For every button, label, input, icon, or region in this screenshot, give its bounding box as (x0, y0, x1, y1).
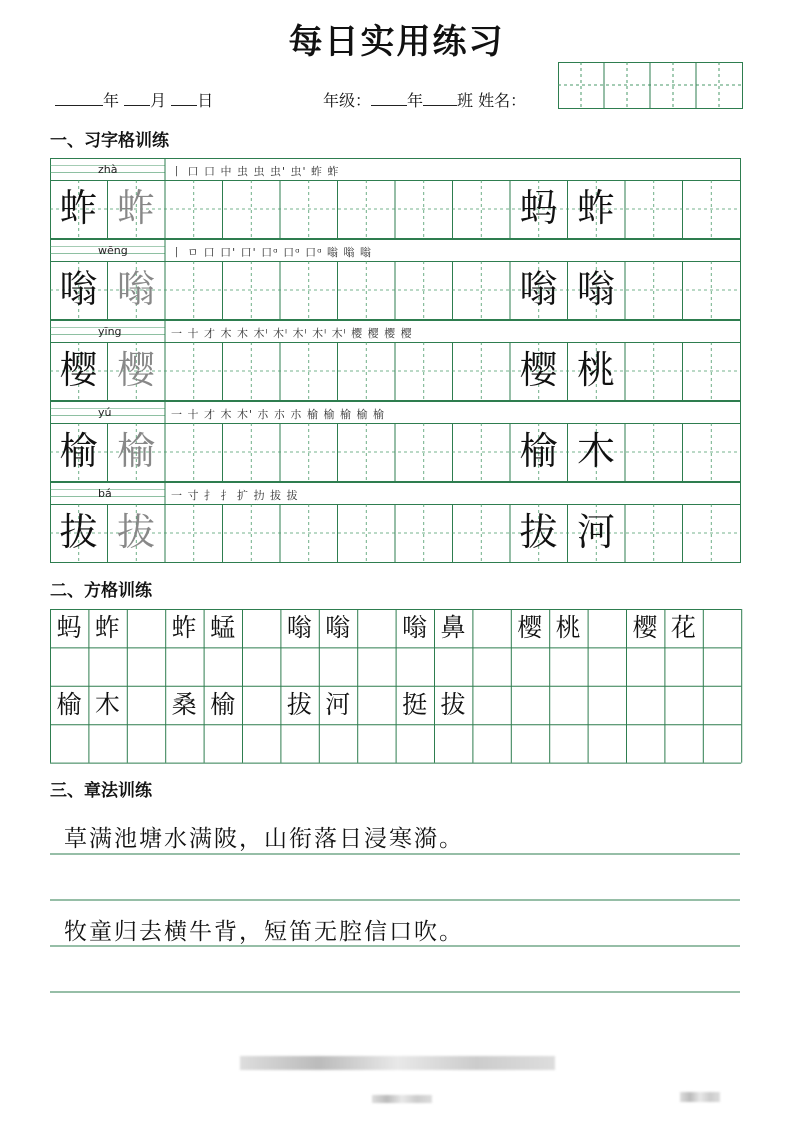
trace-character: 榆 (116, 429, 155, 473)
square-character: 樱 (517, 613, 543, 642)
footer-mark-left (372, 1095, 432, 1103)
grade-fields (323, 88, 526, 111)
word-character: 拔 (519, 510, 558, 554)
year-label: 年 (103, 91, 120, 110)
stroke-order: 一 寸 扌 扌 扩 扐 拔 拔 (171, 489, 299, 502)
square-character: 花 (670, 613, 696, 642)
poem-line-2: 牧童归去横牛背，短笛无腔信口吹。 (64, 919, 464, 945)
square-character: 蚱 (171, 613, 197, 642)
word-character: 桃 (576, 348, 615, 392)
word-character: 樱 (519, 348, 558, 392)
model-character: 拔 (59, 510, 98, 554)
square-character: 蚂 (56, 613, 82, 642)
word-character: 嗡 (576, 267, 615, 311)
square-character: 拔 (286, 689, 312, 719)
month-label: 月 (150, 91, 167, 110)
year-blank[interactable] (55, 91, 103, 106)
square-character: 榆 (56, 689, 82, 719)
square-character: 鼻 (440, 613, 466, 642)
grade-year-label: 年 (407, 91, 424, 110)
pinyin-label: bá (98, 487, 112, 500)
pinyin-label: yú (98, 406, 112, 419)
section-3-title: 三、章法训练 (50, 781, 152, 801)
square-character: 蚱 (94, 613, 120, 642)
square-character: 拔 (440, 689, 466, 719)
model-character: 蚱 (59, 186, 98, 230)
stroke-order: 一 十 才 木 木 木ᴵ 木ᴵ 木ᴵ 木ᴵ 木ᴵ 樱 樱 樱 樱 (171, 327, 413, 340)
square-character: 挺 (402, 689, 428, 719)
day-blank[interactable] (171, 91, 197, 106)
model-character: 樱 (59, 348, 98, 392)
word-character: 嗡 (519, 267, 558, 311)
word-character: 蚂 (519, 186, 558, 230)
word-character: 蚱 (576, 186, 615, 230)
day-label: 日 (197, 91, 214, 110)
trace-character: 蚱 (116, 186, 155, 230)
pinyin-label: yīng (98, 325, 122, 338)
section-1-title: 一、习字格训练 (50, 131, 169, 151)
grade-blank[interactable] (371, 91, 407, 106)
trace-character: 嗡 (116, 267, 155, 311)
square-character: 桃 (555, 613, 581, 642)
trace-character: 拔 (116, 510, 155, 554)
word-character: 木 (576, 429, 615, 473)
footer-mark-right (680, 1092, 720, 1102)
grade-label: 年级： (323, 91, 372, 110)
square-character: 樱 (632, 613, 658, 642)
stroke-order: 一 十 才 木 木' 朩 朩 朩 榆 榆 榆 榆 榆 (171, 408, 385, 421)
square-character: 嗡 (325, 613, 351, 642)
square-character: 嗡 (286, 613, 312, 642)
word-character: 榆 (519, 429, 558, 473)
page-title: 每日实用练习 (288, 22, 505, 62)
class-name-label: 班 姓名： (457, 91, 527, 110)
model-character: 榆 (59, 429, 98, 473)
stroke-order: 丨 口 口 中 虫 虫 虫' 虫' 蚱 蚱 (171, 165, 340, 178)
trace-character: 樱 (116, 348, 155, 392)
square-character: 木 (94, 689, 120, 719)
model-character: 嗡 (59, 267, 98, 311)
pinyin-label: wēng (98, 244, 128, 257)
square-character: 河 (325, 689, 351, 719)
month-blank[interactable] (124, 91, 150, 106)
square-character: 蜢 (210, 613, 236, 642)
name-grid[interactable] (558, 62, 743, 109)
square-character: 嗡 (402, 613, 428, 642)
date-fields (55, 88, 213, 111)
class-blank[interactable] (423, 91, 457, 106)
word-character: 河 (576, 510, 615, 554)
square-character: 桑 (171, 689, 197, 719)
square-character: 榆 (210, 689, 236, 719)
stroke-order: 丨 ㅁ 口 口' 口' 口ᵅ 口ᵅ 口ᵅ 嗡 嗡 嗡 (171, 246, 373, 259)
poem-line-1: 草满池塘水满陂，山衔落日浸寒漪。 (64, 826, 464, 852)
section-2-title: 二、方格训练 (50, 581, 152, 601)
footer-watermark (240, 1056, 555, 1070)
pinyin-label: zhà (98, 163, 118, 176)
